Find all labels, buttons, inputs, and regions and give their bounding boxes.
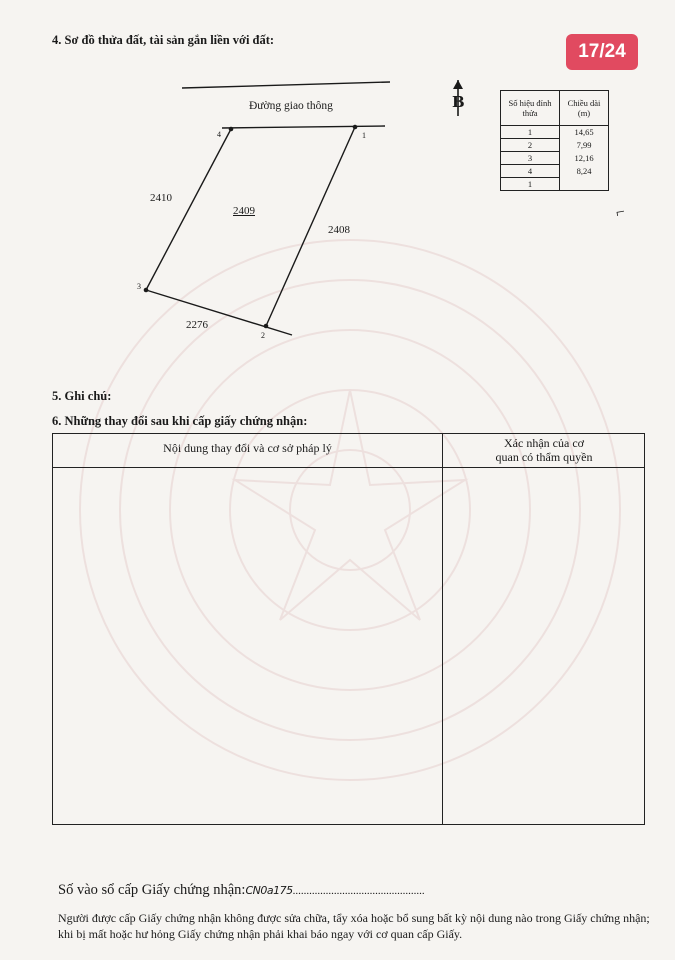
neighbor-parcel-west: 2410 <box>150 192 172 204</box>
north-arrow-icon <box>448 80 468 116</box>
registry-label: Số vào sổ cấp Giấy chứng nhận: <box>58 882 246 898</box>
vertex-4-label: 4 <box>217 130 221 139</box>
parcel-number-main: 2409 <box>233 205 255 217</box>
registry-number-line <box>58 882 425 899</box>
neighbor-parcel-south: 2276 <box>186 319 208 331</box>
length-cell: 12,16 <box>560 152 609 165</box>
road-label: Đường giao thông <box>249 100 333 112</box>
vertex-header: Số hiệu đỉnh thửa <box>501 91 560 126</box>
holder-notice: Người được cấp Giấy chứng nhận không được sửa chữa, tẩy xóa hoặc bổ sung bất kỳ nội dung nào trong Giấy chứng nhận; khi bị mất hoặc hư hỏng Giấy chứng nhận phải khai báo ngay với cơ quan cấp Giấy. <box>58 911 650 941</box>
authority-confirmation-header <box>444 436 644 464</box>
vertex-cell: 2 <box>501 139 560 152</box>
column-divider <box>442 434 443 824</box>
vertex-cell: 3 <box>501 152 560 165</box>
handwritten-mark: ⌐ <box>614 203 627 222</box>
north-symbol: B <box>452 93 465 111</box>
authority-header-line-1: Xác nhận của cơ <box>504 436 584 450</box>
edge-length-table <box>500 90 609 191</box>
vertex-4-marker <box>229 127 234 132</box>
length-cell: 7,99 <box>560 139 609 152</box>
vertex-3-marker <box>144 288 149 293</box>
vertex-cell: 1 <box>501 178 560 191</box>
change-content-header: Nội dung thay đổi và cơ sở pháp lý <box>163 441 332 455</box>
vertex-cell: 1 <box>501 126 560 139</box>
length-cell: 14,65 <box>560 126 609 139</box>
length-header: Chiều dài (m) <box>560 91 609 126</box>
vertex-3-label: 3 <box>137 282 141 291</box>
vertex-1-marker <box>353 125 358 130</box>
section-6-title: 6. Những thay đổi sau khi cấp giấy chứng nhận: <box>52 414 308 428</box>
vertex-cell: 4 <box>501 165 560 178</box>
page-counter-badge: 17/24 <box>566 34 638 70</box>
length-cell-empty <box>560 178 609 191</box>
vertex-1-label: 1 <box>362 131 366 140</box>
neighbor-parcel-east: 2408 <box>328 224 350 236</box>
section-4-title: 4. Sơ đồ thửa đất, tài sản gắn liền với đất: <box>52 33 275 47</box>
authority-header-line-2: quan có thẩm quyền <box>495 450 593 464</box>
registry-dots: ................................................ <box>292 885 425 897</box>
section-5-title: 5. Ghi chú: <box>52 389 112 403</box>
registry-number-handwritten: CN0a175 <box>245 884 293 897</box>
length-cell: 8,24 <box>560 165 609 178</box>
vertex-2-label: 2 <box>261 331 265 340</box>
vertex-2-marker <box>264 324 269 329</box>
changes-table <box>52 433 645 825</box>
